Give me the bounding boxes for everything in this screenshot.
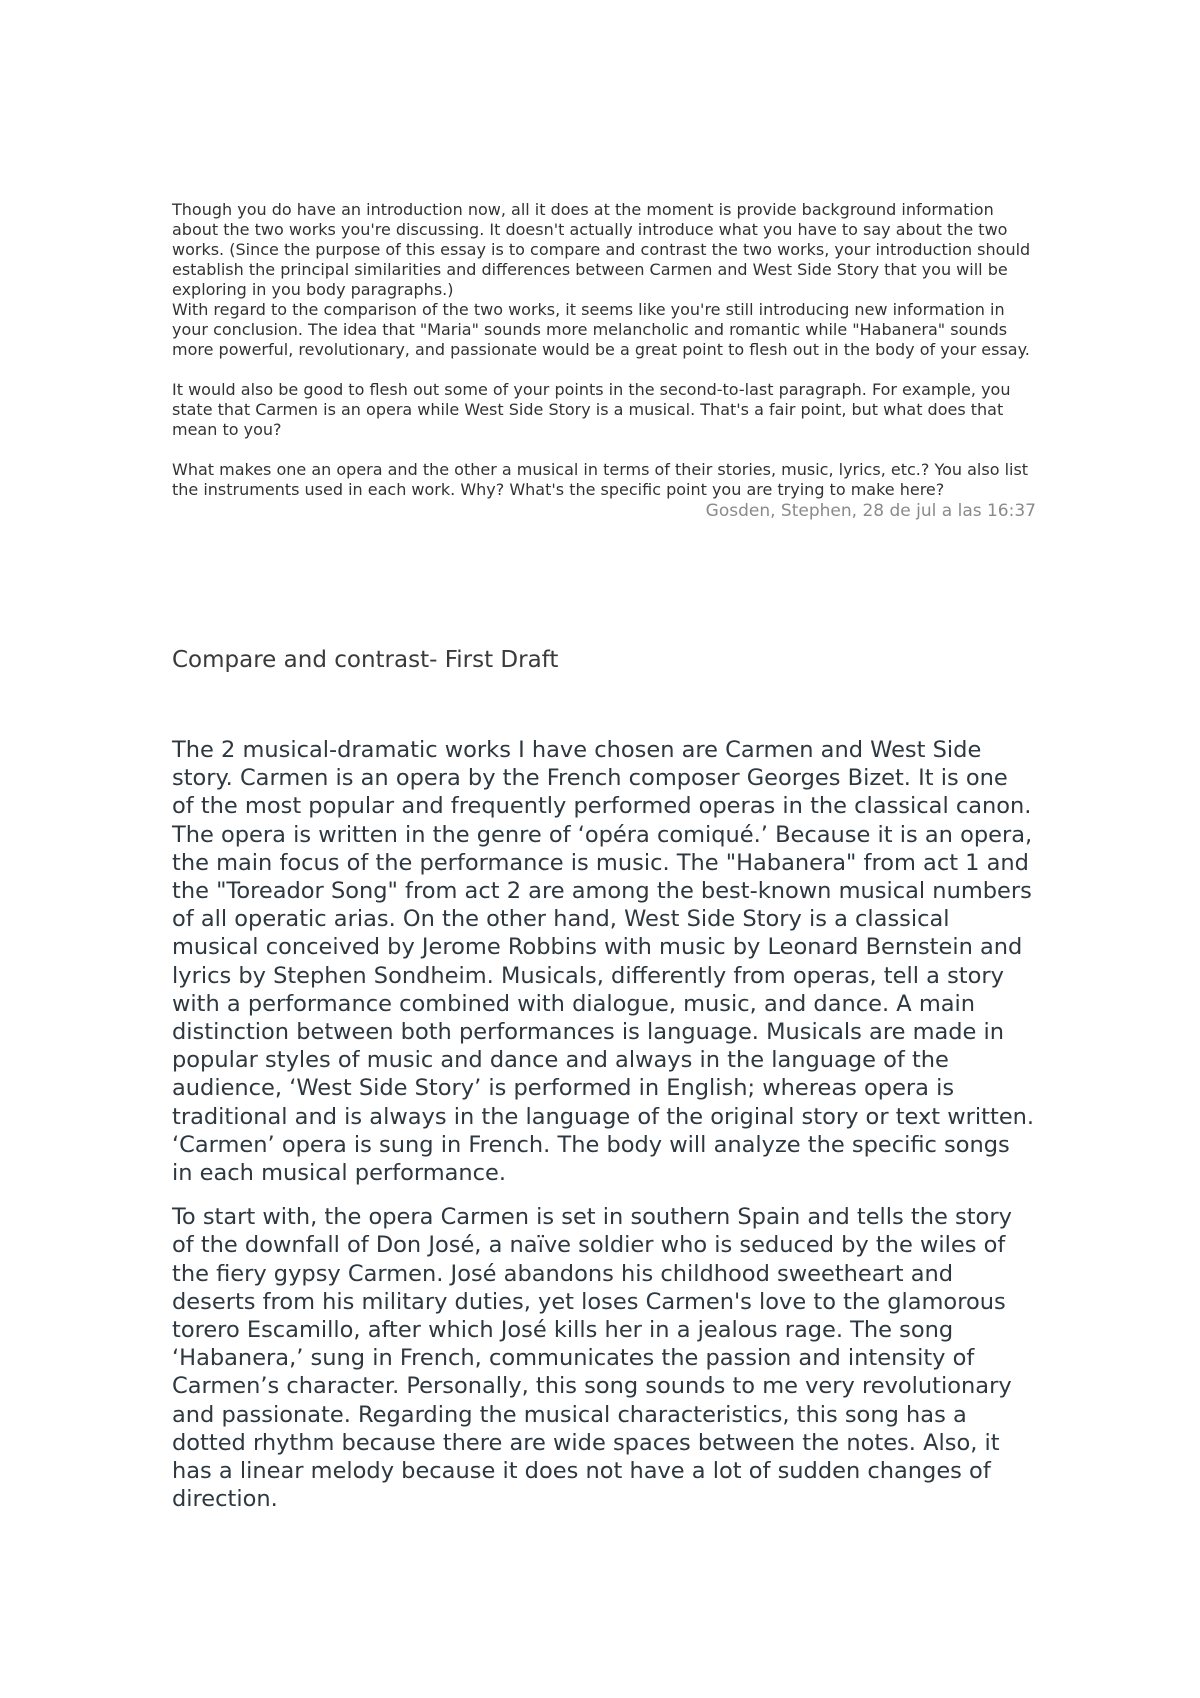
instructor-comment [172, 200, 1036, 522]
comment-author-timestamp: Gosden, Stephen, 28 de jul a las 16:37 [705, 501, 1036, 521]
comment-paragraph: It would also be good to flesh out some of your points in the second-to-last paragraph. For example, you state that Carmen is an opera while West Side Story is a musical. That's a fair point, but what does that mean to you? [172, 380, 1011, 439]
essay-body [172, 736, 1036, 1513]
essay-paragraph: The 2 musical-dramatic works I have chosen are Carmen and West Side story. Carmen is an opera by the French composer Georges Bizet. It is one of the most popular and frequently performed operas in the classical canon. The opera is written in the genre of ‘opéra comiqué.’ Because it is an opera, the main focus of the performance is music. The "Habanera" from act 1 and the "Toreador Song" from act 2 are among the best-known musical numbers of all operatic arias. On the other hand, West Side Story is a classical musical conceived by Jerome Robbins with music by Leonard Bernstein and lyrics by Stephen Sondheim. Musicals, differently from operas, tell a story with a performance combined with dialogue, music, and dance. A main distinction between both performances is language. Musicals are made in popular styles of music and dance and always in the language of the audience, ‘West Side Story’ is performed in English; whereas opera is traditional and is always in the language of the original story or text written. ‘Carmen’ opera is sung in French. The body will analyze the specific songs in each musical performance. [172, 737, 1035, 1187]
essay-paragraph: To start with, the opera Carmen is set in southern Spain and tells the story of the downfall of Don José, a naïve soldier who is seduced by the wiles of the fiery gypsy Carmen. José abandons his childhood sweetheart and deserts from his military duties, yet loses Carmen's love to the glamorous torero Escamillo, after which José kills her in a jealous rage. The song ‘Habanera,’ sung in French, communicates the passion and intensity of Carmen’s character. Personally, this song sounds to me very revolutionary and passionate. Regarding the musical characteristics, this song has a dotted rhythm because there are wide spaces between the notes. Also, it has a linear melody because it does not have a lot of sudden changes of direction. [172, 1204, 1012, 1513]
comment-paragraph: With regard to the comparison of the two works, it seems like you're still introducing new information in your conclusion. The idea that "Maria" sounds more melancholic and romantic while "Habanera" sounds more powerful, revolutionary, and passionate would be a great point to flesh out in the body of your essay. [172, 300, 1030, 359]
document-title: Compare and contrast- First Draft [172, 647, 559, 673]
comment-paragraph: What makes one an opera and the other a musical in terms of their stories, music, lyrics, etc.? You also list the instruments used in each work. Why? What's the specific point you are trying to make here? [172, 460, 1029, 499]
comment-paragraph: Though you do have an introduction now, all it does at the moment is provide background information about the two works you're discussing. It doesn't actually introduce what you have to say about the two works. (Since the purpose of this essay is to compare and contrast the two works, your introduction should establish the principal similarities and differences between Carmen and West Side Story that you will be exploring in you body paragraphs.) [172, 200, 1031, 299]
